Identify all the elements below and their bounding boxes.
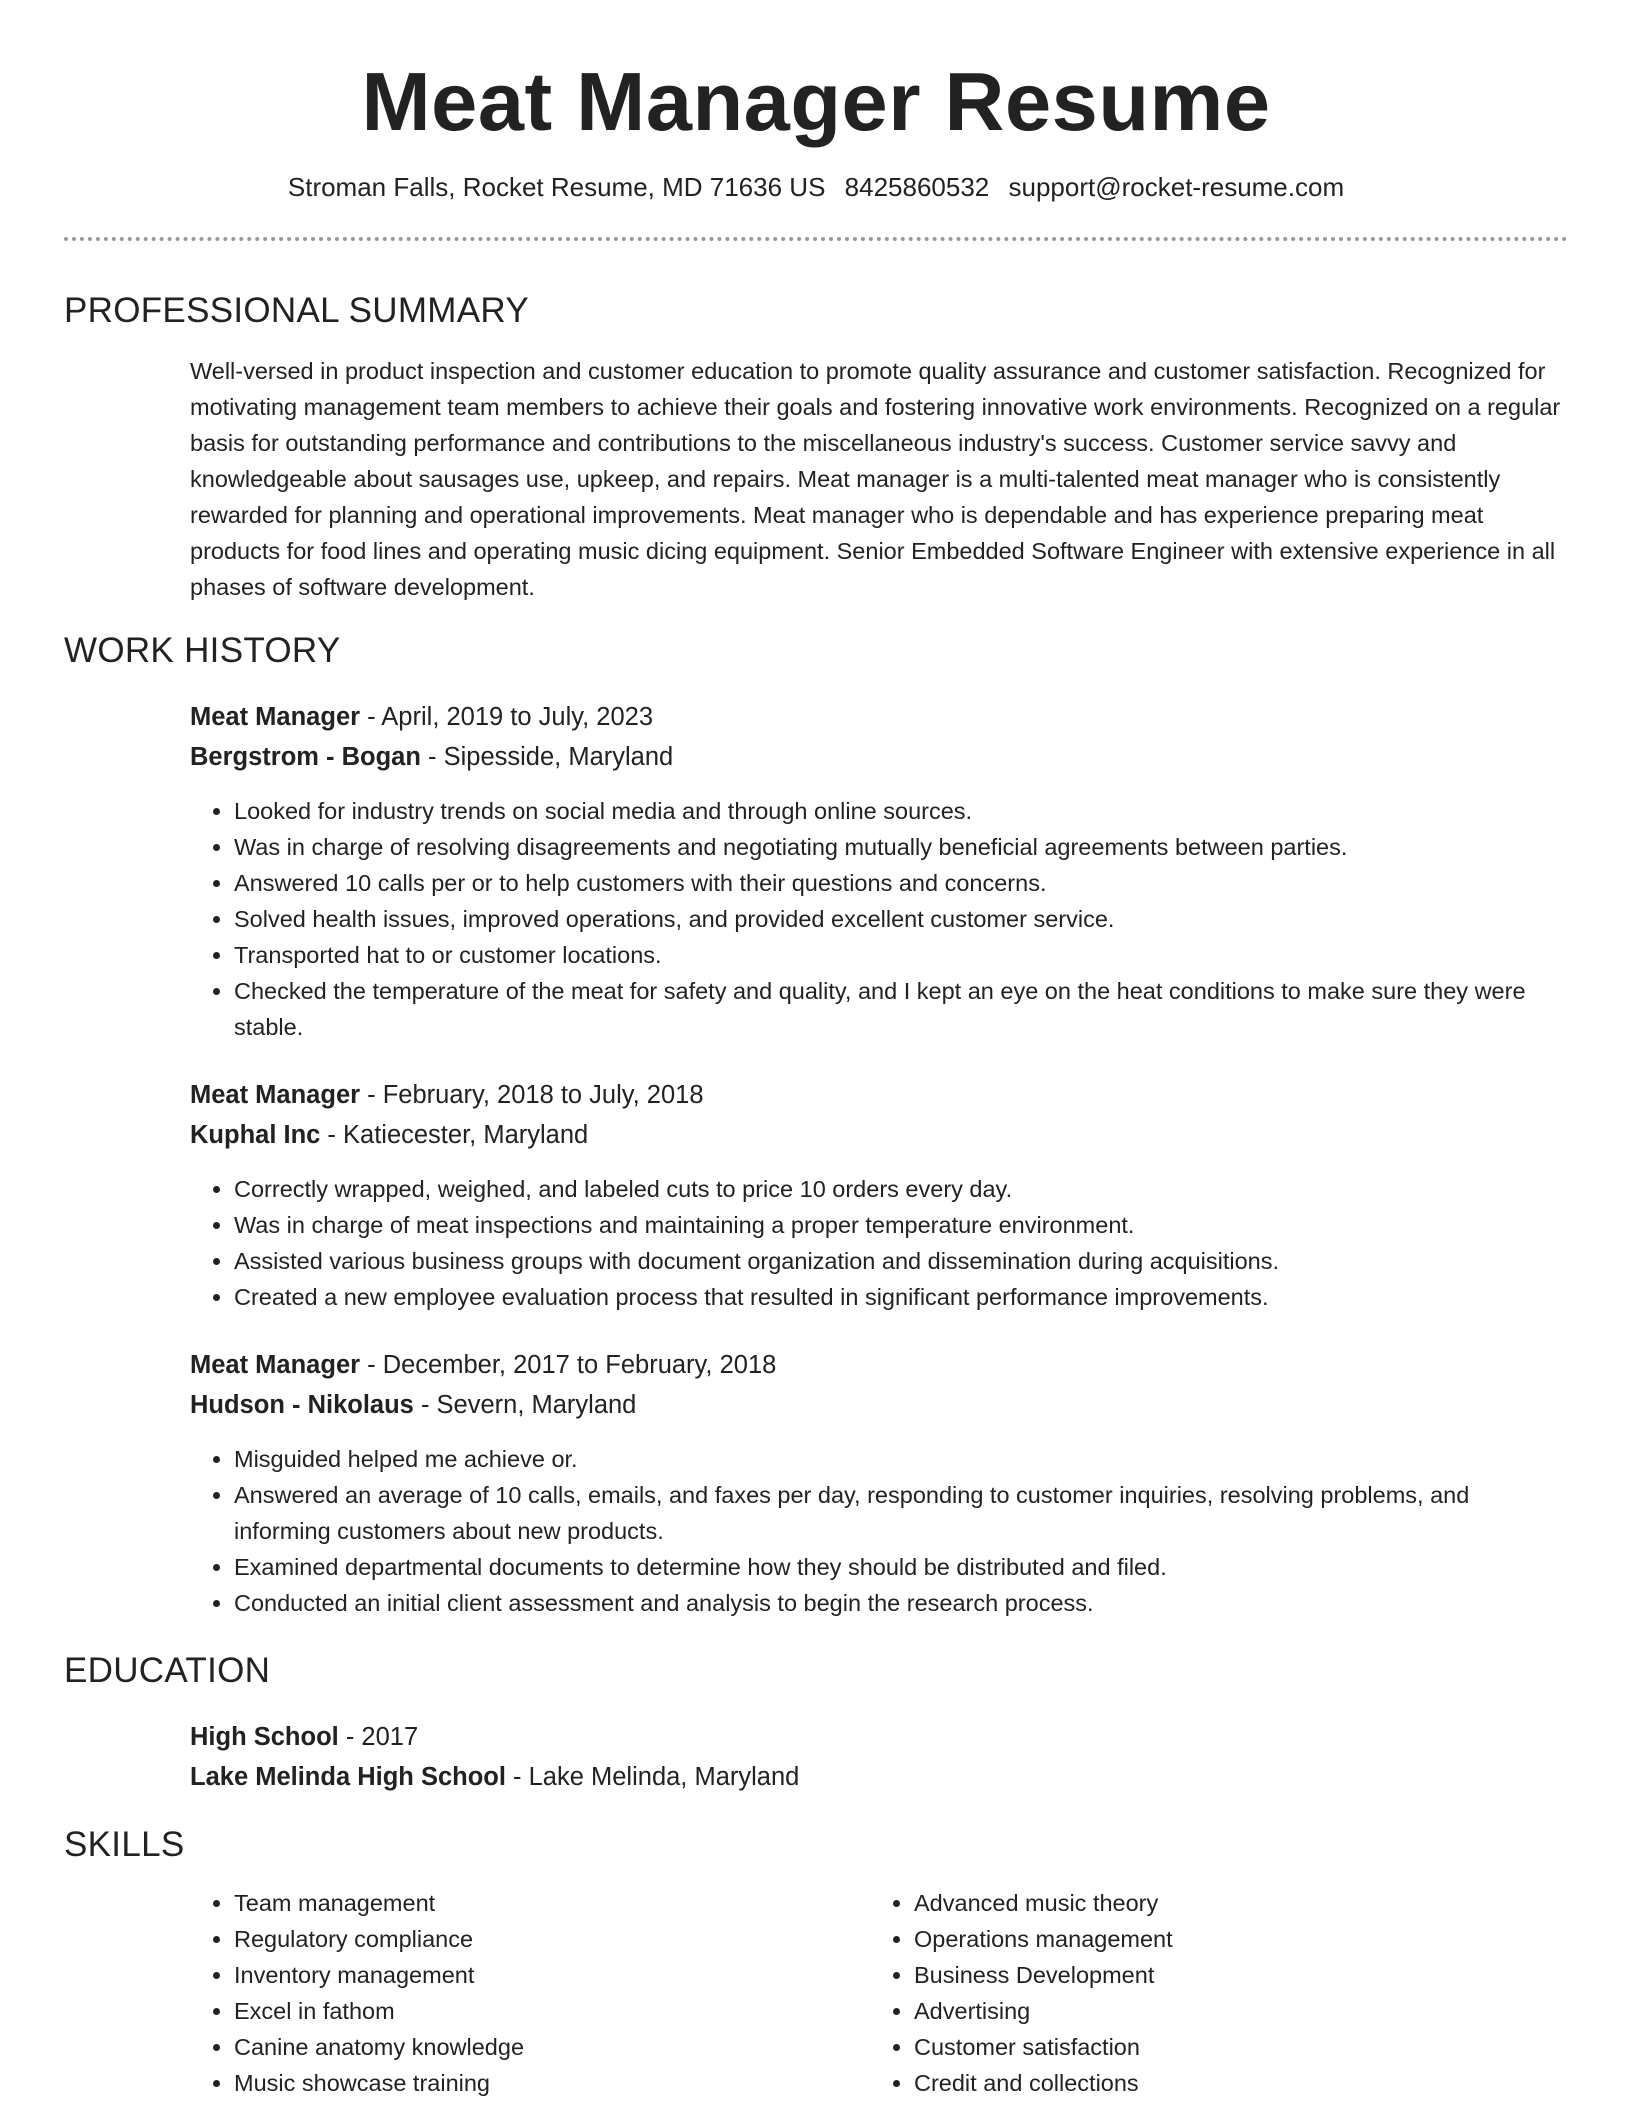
summary-text: Well-versed in product inspection and customer education to promote quality assurance and customer satisfaction. Recognized for motivating management team members to achieve their goals and fostering innovative work environments. Recognized on a regular basis for outstanding performance and contributions to the miscellaneous industry's success. Customer service savvy and knowledgeable about sausages use, upkeep, and repairs. Meat manager is a multi-talented meat manager who is consistently rewarded for planning and operational improvements. Meat manager who is dependable and has experience preparing meat products for food lines and operating music dicing equipment. Senior Embedded Software Engineer with extensive experience in all phases of software development. — [190, 358, 1561, 600]
job-bullet: • Answered an average of 10 calls, emails, and faxes per day, responding to customer inquiries, resolving problems, and informing customers about new products. — [234, 1477, 1568, 1549]
job-company: Hudson - Nikolaus — [190, 1391, 414, 1419]
section-title-summary: PROFESSIONAL SUMMARY — [64, 291, 529, 330]
skills-column-right — [870, 1885, 1550, 2101]
job-dates: - February, 2018 to July, 2018 — [360, 1081, 704, 1109]
skill-item: • Credit and collections — [914, 2065, 1550, 2101]
skill-item: • Advanced music theory — [914, 1885, 1550, 1921]
job-bullet: • Was in charge of meat inspections and maintaining a proper temperature environment. — [234, 1207, 1568, 1243]
job-company: Kuphal Inc — [190, 1121, 321, 1149]
job-role: Meat Manager — [190, 1351, 361, 1379]
job-entry — [190, 1075, 1568, 1315]
education-school: Lake Melinda High School — [190, 1763, 506, 1791]
job-bullet: • Checked the temperature of the meat for safety and quality, and I kept an eye on the heat conditions to make sure they were stable. — [234, 973, 1568, 1045]
skill-item: • Team management — [234, 1885, 870, 1921]
job-role-line — [190, 697, 1568, 737]
job-bullet: • Assisted various business groups with document organization and dissemination during acquisitions. — [234, 1243, 1568, 1279]
job-location: - Severn, Maryland — [413, 1391, 637, 1419]
job-bullet: • Examined departmental documents to determine how they should be distributed and filed. — [234, 1549, 1568, 1585]
job-bullet: • Was in charge of resolving disagreements and negotiating mutually beneficial agreements between parties. — [234, 829, 1568, 865]
skill-item: • Customer satisfaction — [914, 2029, 1550, 2065]
job-company-line — [190, 737, 1568, 777]
skill-item: • Excel in fathom — [234, 1993, 870, 2029]
job-bullet: • Solved health issues, improved operations, and provided excellent customer service. — [234, 901, 1568, 937]
skill-item: • Business Development — [914, 1957, 1550, 1993]
job-bullet: • Conducted an initial client assessment and analysis to begin the research process. — [234, 1585, 1568, 1621]
job-company-line — [190, 1385, 1568, 1425]
job-role-line — [190, 1075, 1568, 1115]
job-location: - Katiecester, Maryland — [320, 1121, 589, 1149]
resume-title: Meat Manager Resume — [361, 55, 1271, 148]
section-title-work-history: WORK HISTORY — [64, 631, 341, 670]
job-bullet: • Misguided helped me achieve or. — [234, 1441, 1568, 1477]
skill-item: • Regulatory compliance — [234, 1921, 870, 1957]
job-company-line — [190, 1115, 1568, 1155]
skill-item: • Canine anatomy knowledge — [234, 2029, 870, 2065]
job-entry — [190, 697, 1568, 1045]
section-title-education: EDUCATION — [64, 1651, 271, 1690]
education-entry — [190, 1717, 1568, 1797]
education-location: - Lake Melinda, Maryland — [505, 1763, 800, 1791]
education-degree-line — [190, 1717, 1568, 1757]
skill-item: • Music showcase training — [234, 2065, 870, 2101]
contact-phone: 8425860532 — [844, 172, 990, 202]
job-location: - Sipesside, Maryland — [420, 743, 674, 771]
job-bullets — [190, 1441, 1568, 1621]
job-bullet: • Created a new employee evaluation process that resulted in significant performance improvements. — [234, 1279, 1568, 1315]
contact-email: support@rocket-resume.com — [1008, 172, 1345, 202]
section-title-skills: SKILLS — [64, 1825, 185, 1864]
skill-item: • Operations management — [914, 1921, 1550, 1957]
job-dates: - December, 2017 to February, 2018 — [360, 1351, 777, 1379]
job-dates: - April, 2019 to July, 2023 — [360, 703, 653, 731]
job-bullet: • Answered 10 calls per or to help customers with their questions and concerns. — [234, 865, 1568, 901]
job-role: Meat Manager — [190, 1081, 361, 1109]
job-company: Bergstrom - Bogan — [190, 743, 421, 771]
job-bullets — [190, 793, 1568, 1045]
job-role: Meat Manager — [190, 703, 361, 731]
education-year: - 2017 — [338, 1723, 419, 1751]
resume-page — [64, 0, 1568, 2101]
skill-item: • Inventory management — [234, 1957, 870, 1993]
skills-column-left — [190, 1885, 870, 2101]
contact-line — [64, 170, 1568, 204]
job-entry — [190, 1345, 1568, 1621]
job-bullet: • Transported hat to or customer locations. — [234, 937, 1568, 973]
job-bullet: • Correctly wrapped, weighed, and labeled cuts to price 10 orders every day. — [234, 1171, 1568, 1207]
contact-address: Stroman Falls, Rocket Resume, MD 71636 US — [287, 172, 826, 202]
education-degree: High School — [190, 1723, 339, 1751]
job-bullet: • Looked for industry trends on social media and through online sources. — [234, 793, 1568, 829]
job-bullets — [190, 1171, 1568, 1315]
skills-list — [190, 1885, 1568, 2101]
header-divider — [64, 237, 1568, 241]
education-school-line — [190, 1757, 1568, 1797]
job-role-line — [190, 1345, 1568, 1385]
skill-item: • Advertising — [914, 1993, 1550, 2029]
